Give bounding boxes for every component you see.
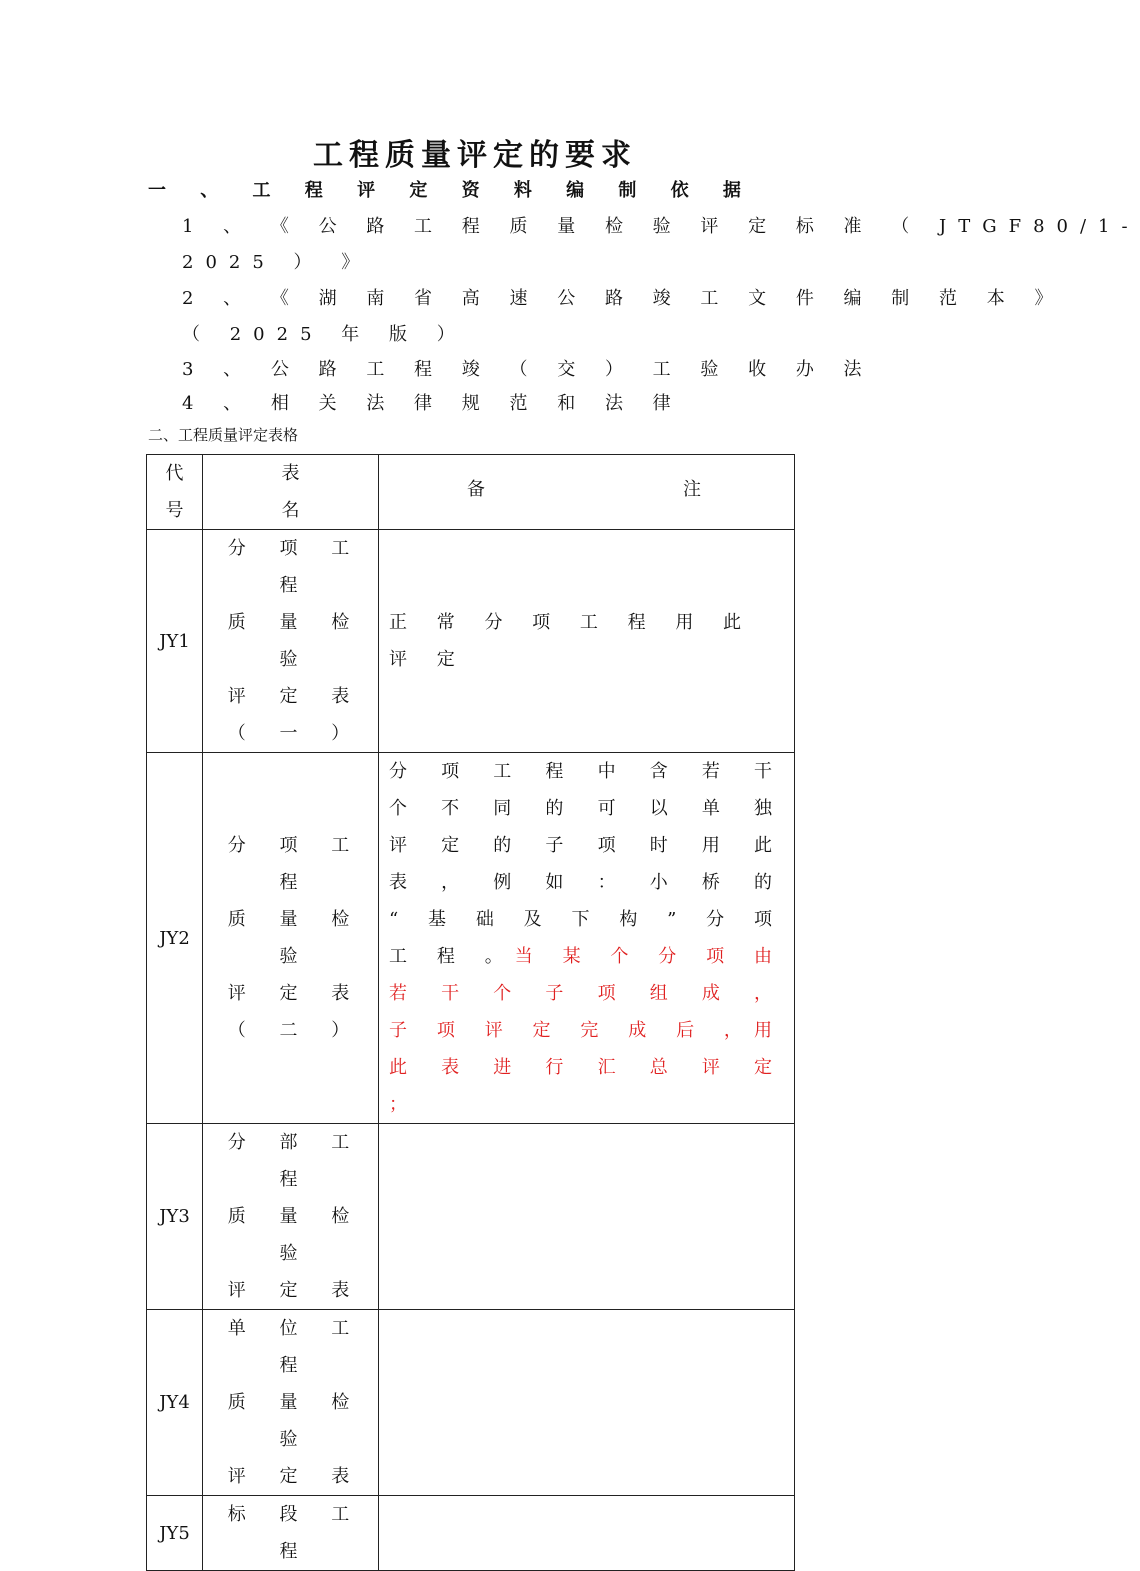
basis-line-1: 1 、 《 公 路 工 程 质 量 检 验 评 定 标 准 （ JTGF80/1-	[182, 216, 1140, 237]
table-row	[147, 1124, 795, 1310]
header-note-char-2: 注	[683, 479, 701, 500]
row-name-line: 分 项 工 程	[227, 835, 364, 893]
section-heading-tables: 二、工程质量评定表格	[148, 426, 299, 444]
row-name-line: 评 定 表	[227, 1466, 364, 1487]
header-note-cell	[379, 455, 795, 530]
row-note	[379, 1310, 795, 1496]
row-note	[379, 1496, 795, 1571]
basis-line-3: 3 、 公 路 工 程 竣 （ 交 ） 工 验 收 办 法	[182, 359, 874, 380]
row-note-highlight: 当 某 个 分 项 由 若 干 个 子 项 组 成 ， 子 项 评 定 完 成 后 ，用 此 表 进 行 汇 总 评 定 ；	[389, 946, 784, 1115]
row-name	[203, 1496, 379, 1571]
header-code-char-1: 代	[165, 463, 184, 484]
header-note-char-1: 备	[467, 479, 485, 500]
row-name-line: 评 定 表	[227, 686, 364, 707]
row-name-line: 评 定 表	[227, 1280, 364, 1301]
header-name-cell	[203, 455, 379, 530]
row-name-line: 单 位 工 程	[227, 1318, 364, 1376]
header-code-char-2: 号	[165, 500, 184, 521]
row-name-line: （ 一 ）	[227, 723, 364, 744]
row-name-line: 评 定 表	[227, 983, 364, 1004]
row-note	[379, 530, 795, 753]
row-code: JY5	[147, 1496, 203, 1571]
evaluation-table	[146, 454, 795, 1571]
row-name	[203, 753, 379, 1124]
row-name-line: 分 项 工 程	[227, 538, 364, 596]
row-code: JY1	[147, 530, 203, 753]
table-row	[147, 1496, 795, 1571]
row-name-line: （ 二 ）	[227, 1020, 364, 1041]
row-note	[379, 1124, 795, 1310]
basis-line-1-cont: 2025 ） 》	[182, 252, 372, 273]
header-name-char-2: 名	[281, 500, 300, 521]
row-code: JY2	[147, 753, 203, 1124]
row-name-line: 分 部 工 程	[227, 1132, 364, 1190]
row-note	[379, 753, 795, 1124]
header-name-char-1: 表	[281, 463, 300, 484]
header-code-cell	[147, 455, 203, 530]
row-name-line: 标 段 工 程	[227, 1504, 364, 1562]
row-note-text: 分 项 工 程 中 含 若 干 个 不 同 的 可 以 单 独 评 定 的 子 项 时 用 此 表 ， 例 如 ： 小 桥 的 “ 基 础 及 下 构 ” 分 项 工 程 。	[389, 761, 784, 967]
table-row	[147, 530, 795, 753]
row-code: JY4	[147, 1310, 203, 1496]
table-header-row	[147, 455, 795, 530]
row-name-line: 质 量 检 验	[227, 1206, 364, 1264]
basis-line-2: 2 、 《 湖 南 省 高 速 公 路 竣 工 文 件 编 制 范 本 》	[182, 288, 1065, 309]
basis-line-4: 4 、 相 关 法 律 规 范 和 法 律	[182, 393, 683, 414]
row-name-line: 质 量 检 验	[227, 909, 364, 967]
table-row	[147, 1310, 795, 1496]
row-name	[203, 1310, 379, 1496]
page-title: 工程质量评定的要求	[313, 138, 637, 173]
row-name	[203, 530, 379, 753]
row-name	[203, 1124, 379, 1310]
row-name-line: 质 量 检 验	[227, 1392, 364, 1450]
basis-line-2-cont: （ 2025 年 版 ）	[182, 324, 467, 345]
row-name-line: 质 量 检 验	[227, 612, 364, 670]
table-row	[147, 753, 795, 1124]
row-code: JY3	[147, 1124, 203, 1310]
section-heading-basis: 一 、 工 程 评 定 资 料 编 制 依 据	[148, 180, 755, 201]
row-note-text: 正 常 分 项 工 程 用 此 评 定	[389, 612, 754, 670]
